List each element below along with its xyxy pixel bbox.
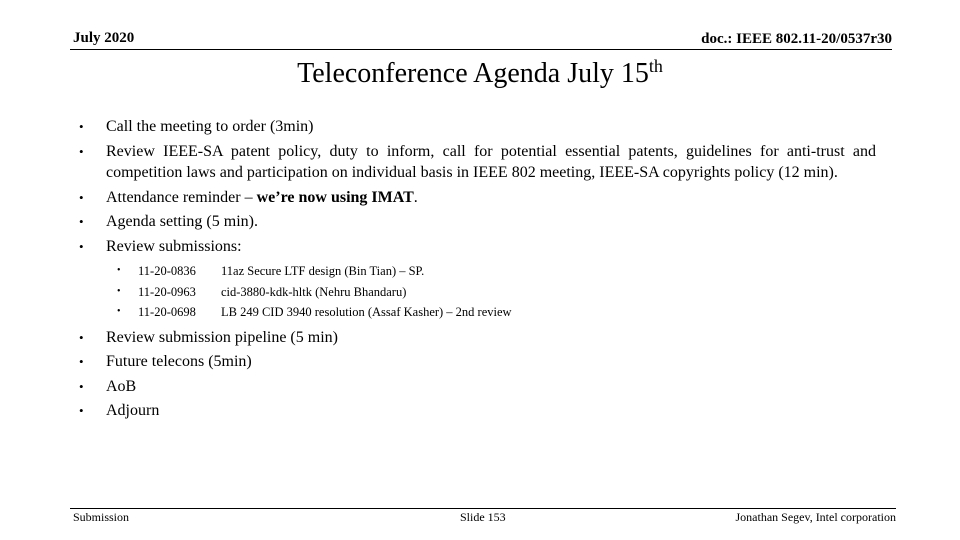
header-date: July 2020 (73, 30, 135, 46)
agenda-item (74, 400, 876, 422)
agenda-item-text: Adjourn (106, 402, 160, 419)
agenda-item (74, 187, 876, 209)
submission-number: 11-20-0698 (138, 305, 196, 319)
footer-submission: Submission (73, 510, 130, 524)
imat-reminder: we’re now using IMAT (256, 188, 414, 206)
agenda-item-text: Review submission pipeline (5 min) (106, 328, 338, 346)
submission-number: 11-20-0963 (138, 284, 196, 299)
bullet-icon: • (117, 285, 121, 297)
agenda-item (74, 376, 876, 398)
slide-title (0, 58, 960, 90)
bullet-icon: • (117, 265, 121, 276)
agenda-item (74, 211, 876, 233)
bullet-icon: • (79, 403, 84, 418)
agenda-body (74, 116, 876, 422)
agenda-item-text: AoB (106, 377, 137, 395)
submission-description: cid-3880-kdk-hltk (Nehru Bhandaru) (221, 284, 407, 299)
footer-rule (70, 508, 896, 509)
agenda-item-suffix: . (413, 188, 418, 206)
header-doc-id: doc.: IEEE 802.11-20/0537r30 (701, 31, 892, 47)
submission-item (117, 302, 876, 323)
submission-item (117, 261, 876, 282)
agenda-item-text: Review IEEE-SA patent policy, duty to inform, call for potential essential patents, guidelines for anti-trust and competition laws and participation on individual basis in IEEE 802 meeting, IEEE-SA copyrights policy (12 min). (106, 142, 876, 181)
bullet-icon: • (79, 238, 84, 254)
agenda-item-text: Call the meeting to order (3min) (106, 118, 314, 135)
bullet-icon: • (79, 354, 84, 369)
agenda-item-text: Review submissions: (106, 237, 242, 255)
agenda-item-text: Future telecons (5min) (106, 353, 252, 370)
agenda-item-text: Attendance reminder – (106, 188, 257, 206)
bullet-icon: • (79, 378, 84, 394)
slide-title-text: Teleconference Agenda July 15 (297, 58, 649, 89)
bullet-icon: • (79, 214, 84, 229)
bullet-icon: • (79, 189, 84, 205)
agenda-item (74, 327, 876, 349)
submission-number: 11-20-0836 (138, 264, 196, 278)
bullet-icon: • (117, 306, 121, 317)
bullet-icon: • (79, 143, 84, 159)
bullet-icon: • (79, 329, 84, 345)
footer-slide-number: Slide 153 (460, 510, 506, 524)
submissions-list (117, 261, 876, 323)
submission-item (117, 282, 876, 303)
agenda-item (74, 351, 876, 373)
agenda-item (74, 141, 876, 184)
agenda-item (74, 116, 876, 138)
bullet-icon: • (79, 119, 84, 134)
agenda-item-text: Agenda setting (5 min). (106, 213, 258, 230)
slide-title-superscript: th (648, 56, 663, 76)
submission-description: 11az Secure LTF design (Bin Tian) – SP. (221, 264, 425, 278)
submission-description: LB 249 CID 3940 resolution (Assaf Kasher) – 2nd review (221, 305, 512, 319)
footer-author: Jonathan Segev, Intel corporation (735, 510, 896, 524)
agenda-item (74, 236, 876, 258)
header-rule (70, 49, 892, 50)
